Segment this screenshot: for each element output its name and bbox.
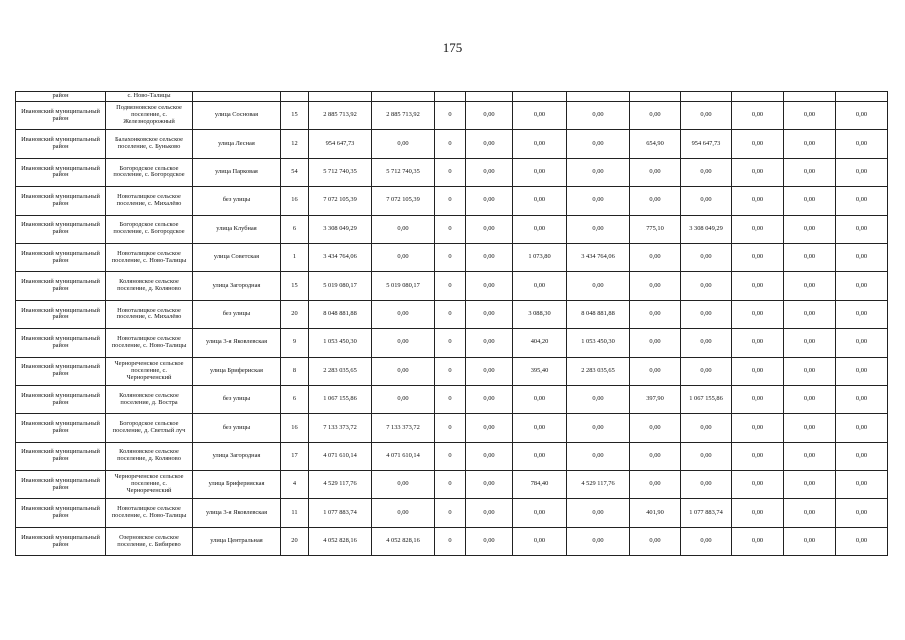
cell-total-cost: 4 052 828,16 — [309, 527, 372, 555]
cell-area-4: 0,00 — [630, 471, 681, 499]
cell-cost-1: 5 712 740,35 — [372, 158, 435, 186]
cell-settlement: с. Ново-Талицы — [106, 92, 193, 102]
cell-value-7: 0,00 — [836, 300, 888, 328]
cell-cost-4: 3 308 049,29 — [681, 215, 732, 243]
cell-value-6: 0,00 — [784, 243, 836, 271]
cell-count: 15 — [281, 272, 309, 300]
cell-count: 17 — [281, 442, 309, 470]
cell-count: 12 — [281, 130, 309, 158]
table-row — [16, 187, 888, 215]
cell-cost-2: 0,00 — [466, 357, 513, 385]
table-row — [16, 329, 888, 357]
cell-cost-3: 0,00 — [567, 130, 630, 158]
cell-street: без улицы — [193, 187, 281, 215]
cell-cost-2: 0,00 — [466, 329, 513, 357]
cell-cost-1: 7 072 105,39 — [372, 187, 435, 215]
cell-settlement: Коляновское сельское поселение, д. Коляново — [106, 442, 193, 470]
cell-district: Ивановский муниципальный район — [16, 130, 106, 158]
cell-count-2: 0 — [435, 385, 466, 413]
cell-count-2: 0 — [435, 414, 466, 442]
cell-district: Ивановский муниципальный район — [16, 527, 106, 555]
cell-value-5: 0,00 — [732, 102, 784, 130]
cell-total-cost: 4 071 610,14 — [309, 442, 372, 470]
page-number: 175 — [442, 40, 463, 55]
cell-area-4: 0,00 — [630, 102, 681, 130]
cell-cost-1: 5 019 080,17 — [372, 272, 435, 300]
cell-count-2: 0 — [435, 527, 466, 555]
cell-district: Ивановский муниципальный район — [16, 187, 106, 215]
cell-area-4: 401,90 — [630, 499, 681, 527]
cell-settlement: Новоталицкое сельское поселение, с. Михалёво — [106, 187, 193, 215]
cell-area-4: 0,00 — [630, 414, 681, 442]
cell-cost-3: 4 529 117,76 — [567, 471, 630, 499]
cell-cost-4: 0,00 — [681, 527, 732, 555]
cell-cost-2: 0,00 — [466, 243, 513, 271]
cell-count: 54 — [281, 158, 309, 186]
cell-cost-1: 0,00 — [372, 329, 435, 357]
cell-value-7: 0,00 — [836, 414, 888, 442]
cell-district: Ивановский муниципальный район — [16, 272, 106, 300]
cell-value-7: 0,00 — [836, 385, 888, 413]
table-row — [16, 130, 888, 158]
cell-area-3: 0,00 — [513, 187, 567, 215]
cell-value-5: 0,00 — [732, 243, 784, 271]
cell-total-cost: 4 529 117,76 — [309, 471, 372, 499]
cell-street: без улицы — [193, 300, 281, 328]
table-row — [16, 243, 888, 271]
cell-cost-4: 0,00 — [681, 158, 732, 186]
cell-street: улица Загородная — [193, 272, 281, 300]
table-row — [16, 102, 888, 130]
cell-count-2: 0 — [435, 187, 466, 215]
cell-street: улица Советская — [193, 243, 281, 271]
cell-settlement: Балахонковское сельское поселение, с. Буньково — [106, 130, 193, 158]
cell-cost-1: 0,00 — [372, 300, 435, 328]
table-row — [16, 357, 888, 385]
cell-cost-3: 0,00 — [567, 158, 630, 186]
cell-cost-2: 0,00 — [466, 385, 513, 413]
cell-cost-1: 4 052 828,16 — [372, 527, 435, 555]
cell-cost-3: 1 053 450,30 — [567, 329, 630, 357]
cell-value-7: 0,00 — [836, 442, 888, 470]
cell-value-7: 0,00 — [836, 527, 888, 555]
cell-settlement: Новоталицкое сельское поселение, с. Ново-Талицы — [106, 329, 193, 357]
cell-value-5: 0,00 — [732, 499, 784, 527]
cell-district: Ивановский муниципальный район — [16, 385, 106, 413]
cell-cost-2: 0,00 — [466, 414, 513, 442]
cell-count-2: 0 — [435, 300, 466, 328]
cell-value-5: 0,00 — [732, 385, 784, 413]
cell-area-4: 0,00 — [630, 357, 681, 385]
cell-value-7: 0,00 — [836, 243, 888, 271]
cell-value-6: 0,00 — [784, 527, 836, 555]
cell-street: улица Бриферияская — [193, 471, 281, 499]
cell-cost-2: 0,00 — [466, 499, 513, 527]
cell-cost-4: 0,00 — [681, 471, 732, 499]
cell-settlement: Подвязновское сельское поселение, с. Железнодорожный — [106, 102, 193, 130]
cell-total-cost: 1 077 883,74 — [309, 499, 372, 527]
cell-count: 1 — [281, 243, 309, 271]
cell-settlement: Чернореченское сельское поселение, с. Чернореченский — [106, 357, 193, 385]
cell-cost-1: 0,00 — [372, 499, 435, 527]
table-row — [16, 499, 888, 527]
cell-cost-2: 0,00 — [466, 158, 513, 186]
cell-cost-4: 0,00 — [681, 329, 732, 357]
cell-cost-4: 1 067 155,86 — [681, 385, 732, 413]
cell-count-2: 0 — [435, 499, 466, 527]
table-row — [16, 442, 888, 470]
cell-cost-3: 0,00 — [567, 499, 630, 527]
cell-settlement: Новоталицкое сельское поселение, с. Ново-Талицы — [106, 243, 193, 271]
cell-area-4: 0,00 — [630, 272, 681, 300]
cell-value-5: 0,00 — [732, 300, 784, 328]
cell-cost-4: 0,00 — [681, 187, 732, 215]
cell-cost-1: 0,00 — [372, 130, 435, 158]
cell-street: улица Загородная — [193, 442, 281, 470]
cell-value-6: 0,00 — [784, 300, 836, 328]
cell-cost-4: 0,00 — [681, 357, 732, 385]
cell-cost-2: 0,00 — [466, 130, 513, 158]
cell-area-4: 0,00 — [630, 243, 681, 271]
cell-cost-4: 0,00 — [681, 243, 732, 271]
cell-value-5: 0,00 — [732, 130, 784, 158]
cell-street: улица Лесная — [193, 130, 281, 158]
cell-area-3: 0,00 — [513, 414, 567, 442]
table-row — [16, 385, 888, 413]
cell-cost-2: 0,00 — [466, 102, 513, 130]
cell-value-6: 0,00 — [784, 102, 836, 130]
cell-street: улица Центральная — [193, 527, 281, 555]
cell-value-7: 0,00 — [836, 272, 888, 300]
cell-total-cost: 8 048 881,88 — [309, 300, 372, 328]
cell-area-3: 0,00 — [513, 499, 567, 527]
cell-count: 11 — [281, 499, 309, 527]
cell-value-5: 0,00 — [732, 527, 784, 555]
cell-total-cost: 2 885 713,92 — [309, 102, 372, 130]
cell-value-5: 0,00 — [732, 357, 784, 385]
cell-count: 16 — [281, 414, 309, 442]
cell-value-5: 0,00 — [732, 272, 784, 300]
cell-cost-1: 0,00 — [372, 215, 435, 243]
cell-value-6: 0,00 — [784, 272, 836, 300]
cell-count: 9 — [281, 329, 309, 357]
cell-cost-1: 0,00 — [372, 471, 435, 499]
cell-area-4: 654,90 — [630, 130, 681, 158]
cell-cost-1: 7 133 373,72 — [372, 414, 435, 442]
cell-street: улица Парковая — [193, 158, 281, 186]
cell-value-6: 0,00 — [784, 414, 836, 442]
cell-cost-2: 0,00 — [466, 215, 513, 243]
cell-total-cost: 1 067 155,86 — [309, 385, 372, 413]
cell-cost-1: 4 071 610,14 — [372, 442, 435, 470]
cell-value-5: 0,00 — [732, 187, 784, 215]
cell-value-5: 0,00 — [732, 471, 784, 499]
cell-area-3: 1 073,80 — [513, 243, 567, 271]
cell-count: 20 — [281, 300, 309, 328]
cell-area-3: 395,40 — [513, 357, 567, 385]
cell-count-2: 0 — [435, 442, 466, 470]
cell-district: Ивановский муниципальный район — [16, 300, 106, 328]
table-row — [16, 300, 888, 328]
cell-total-cost: 3 434 764,06 — [309, 243, 372, 271]
cell-district: Ивановский муниципальный район — [16, 329, 106, 357]
cell-settlement: Новоталицкое сельское поселение, с. Михалёво — [106, 300, 193, 328]
cell-area-4: 0,00 — [630, 158, 681, 186]
cell-value-5: 0,00 — [732, 442, 784, 470]
cell-area-4: 0,00 — [630, 329, 681, 357]
cell-value-7: 0,00 — [836, 130, 888, 158]
cell-district: Ивановский муниципальный район — [16, 357, 106, 385]
cell-area-3: 0,00 — [513, 130, 567, 158]
cell-count-2: 0 — [435, 158, 466, 186]
cell-street: улица Клубная — [193, 215, 281, 243]
cell-count-2: 0 — [435, 357, 466, 385]
cell-area-3: 0,00 — [513, 527, 567, 555]
cell-total-cost: 3 308 049,29 — [309, 215, 372, 243]
cell-cost-2: 0,00 — [466, 527, 513, 555]
cell-street: улица 3-я Яковлевская — [193, 329, 281, 357]
cell-area-3: 0,00 — [513, 102, 567, 130]
cell-count: 15 — [281, 102, 309, 130]
cell-total-cost: 2 283 035,65 — [309, 357, 372, 385]
table-row — [16, 272, 888, 300]
cell-total-cost: 7 072 105,39 — [309, 187, 372, 215]
table-row — [16, 414, 888, 442]
cell-district: Ивановский муниципальный район — [16, 158, 106, 186]
cell-value-6: 0,00 — [784, 187, 836, 215]
cell-area-3: 0,00 — [513, 215, 567, 243]
cell-cost-3: 0,00 — [567, 215, 630, 243]
cell-value-5: 0,00 — [732, 414, 784, 442]
cell-area-4: 0,00 — [630, 187, 681, 215]
cell-settlement: Коляновское сельское поселение, д. Востра — [106, 385, 193, 413]
cell-cost-3: 0,00 — [567, 272, 630, 300]
cell-area-4: 0,00 — [630, 300, 681, 328]
cell-cost-4: 954 647,73 — [681, 130, 732, 158]
cell-value-6: 0,00 — [784, 158, 836, 186]
cell-settlement: Чернореченское сельское поселение, с. Чернореченский — [106, 471, 193, 499]
cell-count-2: 0 — [435, 130, 466, 158]
cell-cost-3: 0,00 — [567, 187, 630, 215]
cell-district: Ивановский муниципальный район — [16, 243, 106, 271]
cell-cost-4: 0,00 — [681, 272, 732, 300]
cell-value-7: 0,00 — [836, 499, 888, 527]
cell-total-cost: 5 712 740,35 — [309, 158, 372, 186]
cell-value-6: 0,00 — [784, 329, 836, 357]
cell-count: 4 — [281, 471, 309, 499]
cell-value-7: 0,00 — [836, 102, 888, 130]
cell-cost-1: 0,00 — [372, 385, 435, 413]
cell-value-7: 0,00 — [836, 187, 888, 215]
cell-street: улица Сосновая — [193, 102, 281, 130]
cell-cost-1: 2 885 713,92 — [372, 102, 435, 130]
cell-district: Ивановский муниципальный район — [16, 442, 106, 470]
cell-settlement: Коляновское сельское поселение, д. Коляново — [106, 272, 193, 300]
cell-cost-4: 0,00 — [681, 102, 732, 130]
cell-area-3: 0,00 — [513, 385, 567, 413]
cell-value-6: 0,00 — [784, 215, 836, 243]
cell-count: 6 — [281, 385, 309, 413]
cell-value-7: 0,00 — [836, 471, 888, 499]
cell-settlement: Богородское сельское поселение, с. Богородское — [106, 215, 193, 243]
cell-count-2: 0 — [435, 329, 466, 357]
cell-area-3: 3 088,30 — [513, 300, 567, 328]
cell-settlement: Богородское сельское поселение, д. Светлый луч — [106, 414, 193, 442]
cell-settlement: Новоталицкое сельское поселение, с. Ново-Талицы — [106, 499, 193, 527]
cell-area-3: 0,00 — [513, 442, 567, 470]
cell-cost-4: 1 077 883,74 — [681, 499, 732, 527]
apartment-buildings-table — [15, 91, 888, 556]
table-row — [16, 158, 888, 186]
cell-count: 8 — [281, 357, 309, 385]
cell-total-cost: 1 053 450,30 — [309, 329, 372, 357]
cell-cost-2: 0,00 — [466, 272, 513, 300]
cell-cost-4: 0,00 — [681, 442, 732, 470]
cell-district: Ивановский муниципальный район — [16, 499, 106, 527]
cell-area-4: 0,00 — [630, 527, 681, 555]
cell-district: Ивановский муниципальный район — [16, 102, 106, 130]
cell-value-7: 0,00 — [836, 357, 888, 385]
cell-value-6: 0,00 — [784, 499, 836, 527]
cell-value-6: 0,00 — [784, 385, 836, 413]
cell-value-7: 0,00 — [836, 329, 888, 357]
cell-cost-3: 0,00 — [567, 102, 630, 130]
continuation-row — [16, 92, 888, 102]
table-row — [16, 215, 888, 243]
cell-district: район — [16, 92, 106, 102]
cell-count: 6 — [281, 215, 309, 243]
cell-cost-3: 8 048 881,88 — [567, 300, 630, 328]
cell-cost-3: 0,00 — [567, 527, 630, 555]
cell-cost-3: 3 434 764,06 — [567, 243, 630, 271]
cell-street: улица 3-я Яковлевская — [193, 499, 281, 527]
cell-cost-3: 0,00 — [567, 414, 630, 442]
cell-count-2: 0 — [435, 471, 466, 499]
cell-count-2: 0 — [435, 102, 466, 130]
cell-count-2: 0 — [435, 272, 466, 300]
cell-value-6: 0,00 — [784, 442, 836, 470]
cell-count: 16 — [281, 187, 309, 215]
cell-value-5: 0,00 — [732, 158, 784, 186]
cell-cost-3: 0,00 — [567, 442, 630, 470]
cell-value-6: 0,00 — [784, 357, 836, 385]
cell-street: без улицы — [193, 414, 281, 442]
cell-value-7: 0,00 — [836, 158, 888, 186]
cell-district: Ивановский муниципальный район — [16, 471, 106, 499]
cell-total-cost: 7 133 373,72 — [309, 414, 372, 442]
cell-value-5: 0,00 — [732, 329, 784, 357]
cell-street: улица Брифериская — [193, 357, 281, 385]
table-row — [16, 527, 888, 555]
cell-street: без улицы — [193, 385, 281, 413]
cell-settlement: Богородское сельское поселение, с. Богородское — [106, 158, 193, 186]
cell-settlement: Озерновское сельское поселение, с. Бибирево — [106, 527, 193, 555]
cell-value-7: 0,00 — [836, 215, 888, 243]
cell-cost-3: 2 283 035,65 — [567, 357, 630, 385]
cell-count-2: 0 — [435, 243, 466, 271]
cell-area-3: 0,00 — [513, 158, 567, 186]
cell-cost-4: 0,00 — [681, 300, 732, 328]
cell-cost-2: 0,00 — [466, 442, 513, 470]
cell-area-4: 397,90 — [630, 385, 681, 413]
cell-cost-4: 0,00 — [681, 414, 732, 442]
cell-cost-1: 0,00 — [372, 243, 435, 271]
cell-area-3: 784,40 — [513, 471, 567, 499]
cell-cost-1: 0,00 — [372, 357, 435, 385]
cell-cost-3: 0,00 — [567, 385, 630, 413]
cell-area-4: 0,00 — [630, 442, 681, 470]
cell-total-cost: 5 019 080,17 — [309, 272, 372, 300]
cell-value-6: 0,00 — [784, 130, 836, 158]
cell-area-3: 404,20 — [513, 329, 567, 357]
cell-area-4: 775,10 — [630, 215, 681, 243]
cell-cost-2: 0,00 — [466, 300, 513, 328]
table-row — [16, 471, 888, 499]
cell-count: 20 — [281, 527, 309, 555]
cell-area-3: 0,00 — [513, 272, 567, 300]
cell-count-2: 0 — [435, 215, 466, 243]
cell-cost-2: 0,00 — [466, 471, 513, 499]
cell-cost-2: 0,00 — [466, 187, 513, 215]
cell-total-cost: 954 647,73 — [309, 130, 372, 158]
cell-value-5: 0,00 — [732, 215, 784, 243]
cell-value-6: 0,00 — [784, 471, 836, 499]
cell-district: Ивановский муниципальный район — [16, 414, 106, 442]
cell-district: Ивановский муниципальный район — [16, 215, 106, 243]
